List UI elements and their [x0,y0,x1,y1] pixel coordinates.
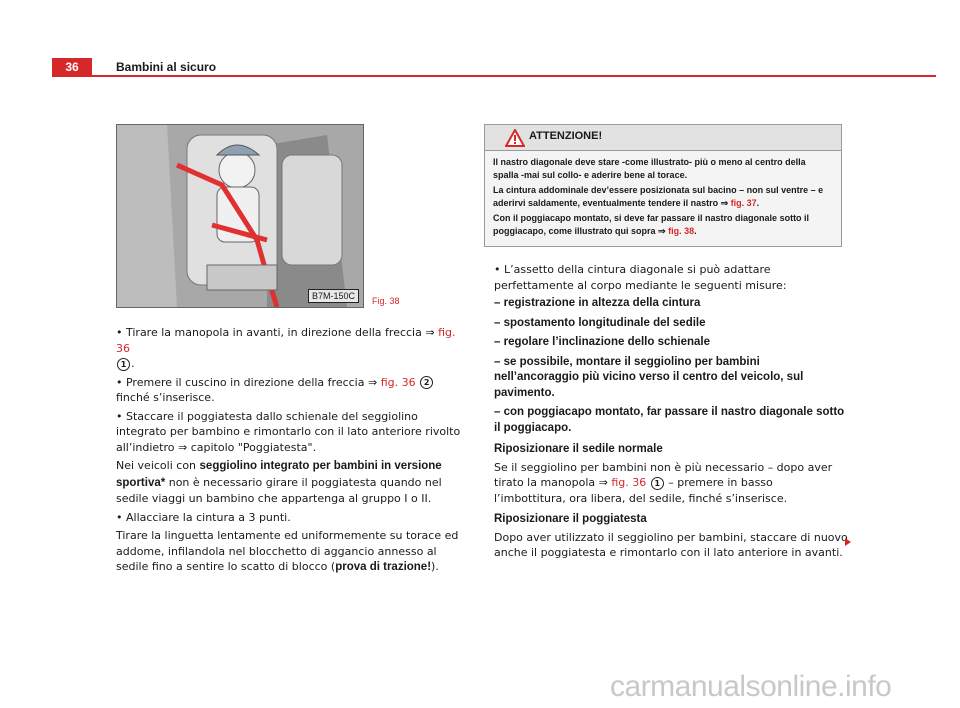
info-bold: seggiolino integrato per bambini in versione sportiva* [116,460,442,489]
info-paragraph [116,528,466,576]
sub-paragraph: Dopo aver utilizzato il seggiolino per bambini, staccare di nuovo anche il poggiatesta e rimontarlo con il lato anteriore in avanti. [494,530,848,559]
subheading: Riposizionare il sedile normale [494,443,663,455]
measure-item: – spostamento longitudinale del sedile [494,316,706,329]
info-text: ). [431,560,439,573]
callout-badge: 1 [117,358,130,371]
sub-text: Se il seggiolino per bambini non è più necessario – dopo aver tirato la manopola ⇒ [494,460,833,489]
warning-body [485,151,841,237]
warning-paragraph: La cintura addominale dev’essere posizionata sul bacino – non sul ventre – e aderirvi saldamente, eventualmente tendere il nastro ⇒ fig. 37. [493,185,824,208]
step-text: • Tirare la manopola in avanti, in direzione della freccia ⇒ [116,326,435,339]
step-paragraph: • Staccare il poggiatesta dallo schienale del seggiolino integrato per bambino e rimontarlo con il lato anteriore rivolto all’indietro ⇒ capitolo "Poggiatesta". [116,409,461,454]
measure-item: – se possibile, montare il seggiolino per bambini nell’ancoraggio più vicino verso il centro del veicolo, sul pavimento. [494,355,804,399]
warning-triangle-icon [505,129,525,147]
step-text: • Premere il cuscino in direzione della freccia ⇒ [116,375,378,389]
right-column [494,262,848,564]
info-text: Nei veicoli con [116,459,197,472]
sub-text: – premere in basso l’imbottitura, ora libera, del sedile, finché s’inserisce. [494,476,788,505]
step-text: finché s’inserisce. [116,391,215,404]
warning-text: Con il poggiacapo montato, si deve far passare il nastro diagonale sotto il poggiacapo, come illustrato qui sopra ⇒ [493,213,810,236]
fig-link[interactable]: fig. 36 [380,375,416,389]
measure-item: – con poggiacapo montato, far passare il nastro diagonale sotto il poggiacapo. [494,406,845,434]
fig-link[interactable]: fig. 36 [611,476,647,489]
watermark: carmanualsonline.info [610,670,892,703]
callout-badge: 1 [651,477,664,490]
warning-paragraph: Con il poggiacapo montato, si deve far passare il nastro diagonale sotto il poggiacapo, come illustrato qui sopra ⇒ fig. 38. [493,213,810,236]
page-header [52,58,936,76]
warning-text: La cintura addominale dev’essere posizionata sul bacino – non sul ventre – e aderirvi saldamente, eventualmente tendere il nastro ⇒ [493,185,824,208]
header-divider [52,75,936,77]
measure-item: – regolare l’inclinazione dello schienale [494,336,711,348]
intro-paragraph: • L’assetto della cintura diagonale si può adattare perfettamente al corpo mediante le seguenti misure: [494,263,787,292]
callout-badge: 2 [420,376,433,389]
fig-link[interactable]: fig. 36 [116,326,456,355]
figure-label: Fig. 38 [372,296,400,306]
info-text: Tirare la linguetta lentamente ed uniformemente su torace ed addome, infilandola nel blocchetto di aggancio annesso al sedile fino a sentire lo scatto di blocco ( [116,529,459,573]
figure-code: B7M-150C [308,289,359,303]
seat-drawing [117,125,363,307]
measure-item: – registrazione in altezza della cintura [494,297,701,309]
warning-header [485,125,841,151]
fig-link[interactable]: fig. 38 [668,225,695,236]
left-column [116,325,466,579]
step-paragraph: • Tirare la manopola in avanti, in direzione della freccia ⇒ fig. 36 1 . [116,326,456,370]
fig-link[interactable]: fig. 37 [730,197,757,208]
step-paragraph: • Allacciare la cintura a 3 punti. [116,510,291,524]
subheading: Riposizionare il poggiatesta [494,513,647,525]
child-seat-illustration [116,124,364,308]
info-paragraph [116,458,466,507]
page-number: 36 [52,58,92,76]
sub-paragraph [494,460,848,507]
continue-arrow-icon [845,538,851,546]
step-paragraph [116,375,466,406]
section-title: Bambini al sicuro [116,60,217,74]
info-bold: prova di trazione! [335,561,432,573]
warning-paragraph: Il nastro diagonale deve stare -come illustrato- più o meno al centro della spalla -mai sul collo- e aderire bene al torace. [493,157,806,180]
info-text: non è necessario girare il poggiatesta quando nel sedile viaggi un bambino che appartenga al gruppo I o II. [116,475,442,505]
warning-title: ATTENZIONE! [529,130,603,142]
warning-box [484,124,842,247]
